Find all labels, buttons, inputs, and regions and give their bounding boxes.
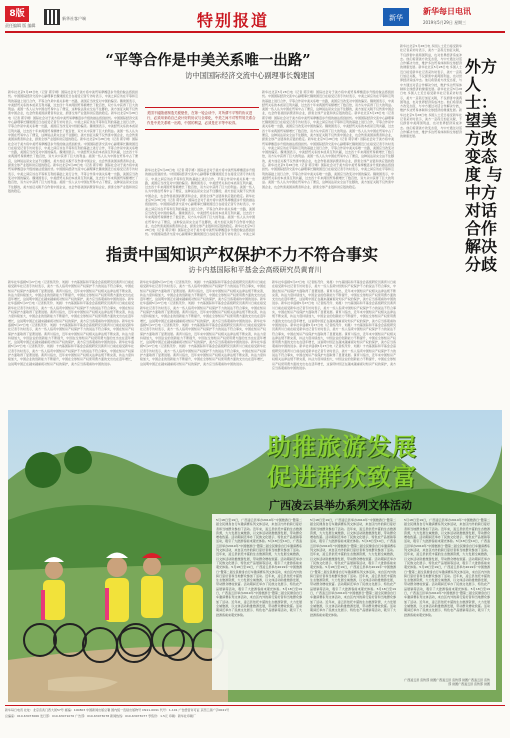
pull-quote: 美国不能随意制造关税壁垒，在第一轮会谈中，对所谓不平等的协议进行，必须用来给自己设计好的协议与全球化，中美之间不对等贸易关系合作是中美关系唯一出路，中国的利益，必须是在平等中取得。 bbox=[145, 107, 259, 130]
article-4-body-col1: 5月18日至19日，广西凌云县举办2019年“中国旅游日”暨第二届全民健身自行车邀请赛系列文体活动，来自区内外的骑行爱好者和当地群众参加了活动。近年来，凌云县依托丰富的生态旅游资源，大力发展全域旅游，以文体活动助推旅游发展，带动群众增收致富。活动期间还举办了民族文化展示、特色农产品展销等活动，吸引了大批游客前来观光体验。5月18日至19日，广西凌云县举办2019年“中国旅游日”暨第二届全民健身自行车邀请赛系列文体活动，来自区内外的骑行爱好者和当地群众参加了活动。近年来，凌云县依托丰富的生态旅游资源，大力发展全域旅游，以文体活动助推旅游发展，带动群众增收致富。活动期间还举办了民族文化展示、特色农产品展销等活动，吸引了大批游客前来观光体验。5月18日至19日，广西凌云县举办2019年“中国旅游日”暨第二届全民健身自行车邀请赛系列文体活动，来自区内外的骑行爱好者和当地群众参加了活动。近年来，凌云县依托丰富的生态旅游资源，大力发展全域旅游，以文体活动助推旅游发展，带动群众增收致富。活动期间还举办了民族文化展示、特色农产品展销等活动，吸引了大批游客前来观光体验。5月18日至19日，广西凌云县举办2019年“中国旅游日”暨第二届全民健身自行车邀请赛系列文体活动，来自区内外的骑行爱好者和当地群众参加了活动。近年来，凌云县依托丰富的生态旅游资源，大力发展全域旅游，以文体活动助推旅游发展，带动群众增收致富。活动期间还举办了民族文化展示、特色农产品展销等活动，吸引了大批游客前来观光体验。 bbox=[216, 518, 302, 617]
slogan-line-1: 助推旅游发展 bbox=[267, 432, 417, 461]
article-4-body-col3: 5月18日至19日，广西凌云县举办2019年“中国旅游日”暨第二届全民健身自行车邀请赛系列文体活动，来自区内外的骑行爱好者和当地群众参加了活动。近年来，凌云县依托丰富的生态旅游资源，大力发展全域旅游，以文体活动助推旅游发展，带动群众增收致富。活动期间还举办了民族文化展示、特色农产品展销等活动，吸引了大批游客前来观光体验。5月18日至19日，广西凌云县举办2019年“中国旅游日”暨第二届全民健身自行车邀请赛系列文体活动，来自区内外的骑行爱好者和当地群众参加了活动。近年来，凌云县依托丰富的生态旅游资源，大力发展全域旅游，以文体活动助推旅游发展，带动群众增收致富。活动期间还举办了民族文化展示、特色农产品展销等活动，吸引了大批游客前来观光体验。5月18日至19日，广西凌云县举办2019年“中国旅游日”暨第二届全民健身自行车邀请赛系列文体活动，来自区内外的骑行爱好者和当地群众参加了活动。近年来，凌云县依托丰富的生态旅游资源，大力发展全域旅游，以文体活动助推旅游发展，带动群众增收致富。活动期间还举办了民族文化展示、特色农产品展销等活动，吸引了大批游客前来观光体验。5月18日至19日，广西凌云县举办2019年“中国旅游日”暨第二届全民健身自行车邀请赛系列文体活动，来自区内外的骑行爱好者和当地群众参加了活动。近年来，凌云县依托丰富的生态旅游资源，大力发展全域旅游，以文体活动助推旅游发展，带动群众增收致富。活动期间还举办了民族文化展示、特色农产品展销等活动，吸引了大批游客前来观光体验。 bbox=[404, 518, 490, 617]
feature-slogan bbox=[221, 432, 463, 492]
footer-line-2: 总编室：010-63073066 发行部：010-63071076 广告部：010-63073078 新闻热线：010-63073077 零售价：1.5元 印刷：新华社印刷厂 bbox=[5, 714, 196, 718]
qr-code-icon bbox=[44, 9, 60, 25]
footer-line-1: 新华每日电讯 社址：北京宣武门西大街57号 邮编：100803 中国新闻出版总署 国内统一连续出版物号 CN11-0091 代号：1-101 广告经营许可证 京西工商广字0041号 bbox=[5, 708, 230, 712]
svg-text:新华: 新华 bbox=[389, 14, 403, 22]
slogan-line-2: 促进群众致富 bbox=[267, 462, 417, 491]
article-4-body-col2: 5月18日至19日，广西凌云县举办2019年“中国旅游日”暨第二届全民健身自行车邀请赛系列文体活动，来自区内外的骑行爱好者和当地群众参加了活动。近年来，凌云县依托丰富的生态旅游资源，大力发展全域旅游，以文体活动助推旅游发展，带动群众增收致富。活动期间还举办了民族文化展示、特色农产品展销等活动，吸引了大批游客前来观光体验。5月18日至19日，广西凌云县举办2019年“中国旅游日”暨第二届全民健身自行车邀请赛系列文体活动，来自区内外的骑行爱好者和当地群众参加了活动。近年来，凌云县依托丰富的生态旅游资源，大力发展全域旅游，以文体活动助推旅游发展，带动群众增收致富。活动期间还举办了民族文化展示、特色农产品展销等活动，吸引了大批游客前来观光体验。5月18日至19日，广西凌云县举办2019年“中国旅游日”暨第二届全民健身自行车邀请赛系列文体活动，来自区内外的骑行爱好者和当地群众参加了活动。近年来，凌云县依托丰富的生态旅游资源，大力发展全域旅游，以文体活动助推旅游发展，带动群众增收致富。活动期间还举办了民族文化展示、特色农产品展销等活动，吸引了大批游客前来观光体验。5月18日至19日，广西凌云县举办2019年“中国旅游日”暨第二届全民健身自行车邀请赛系列文体活动，来自区内外的骑行爱好者和当地群众参加了活动。近年来，凌云县依托丰富的生态旅游资源，大力发展全域旅游，以文体活动助推旅游发展，带动群众增收致富。活动期间还举办了民族文化展示、特色农产品展销等活动，吸引了大批游客前来观光体验。 bbox=[310, 518, 396, 617]
issue-date: 2019年5月29日 星期三 bbox=[423, 20, 467, 25]
newspaper-logo-icon bbox=[383, 8, 409, 26]
page-number: 8版 bbox=[5, 6, 29, 22]
section-title: 特别报道 bbox=[196, 11, 269, 30]
article-2-body: 新华社北京5月28日电 多国人士近日接受新华社记者采访时表示，美方一意孤行加征关税，不仅损害中美两国利益，也对世界经济造成冲击。他们希望美方改变态度，与中方通过对话合作解决分歧，维护多边贸易体制和全球经济的健康发展。新华社北京5月28日电 多国人士近日接受新华社记者采访时表示，美方一意孤行加征关税，不仅损害中美两国利益，也对世界经济造成冲击。他们希望美方改变态度，与中方通过对话合作解决分歧，维护多边贸易体制和全球经济的健康发展。新华社北京5月28日电 多国人士近日接受新华社记者采访时表示，美方一意孤行加征关税，不仅损害中美两国利益，也对世界经济造成冲击。他们希望美方改变态度，与中方通过对话合作解决分歧，维护多边贸易体制和全球经济的健康发展。新华社北京5月28日电 多国人士近日接受新华社记者采访时表示，美方一意孤行加征关税，不仅损害中美两国利益，也对世界经济造成冲击。他们希望美方改变态度，与中方通过对话合作解决分歧，维护多边贸易体制和全球经济的健康发展。 bbox=[400, 44, 462, 139]
article-1-body-col1: 新华社北京5月28日电（记者 郭宇靖）国际社会对于美方将中美贸易摩擦逐步升级的做法感到担忧。中国国际经济交流中心副理事长魏建国近日在接受记者专访时表示，中美之间应该在平等和互利的基础上进行合作，平等合作是中美关系唯一出路，美国应当改变对中国的偏见。魏建国表示，中美经贸关系的本质是互利共赢，过去四十年来两国贸易额增长了数百倍，双方从中获得了巨大的利益。美国一些人认为中国在贸易中占了便宜，这种说法是完全站不住脚的，美方加征关税不仅伤害中国企业，也会伤害美国消费者和企业，损害全球产业链和供应链的稳定。新华社北京5月28日电（记者 郭宇靖）国际社会对于美方将中美贸易摩擦逐步升级的做法感到担忧。中国国际经济交流中心副理事长魏建国近日在接受记者专访时表示，中美之间应该在平等和互利的基础上进行合作，平等合作是中美关系唯一出路，美国应当改变对中国的偏见。魏建国表示，中美经贸关系的本质是互利共赢，过去四十年来两国贸易额增长了数百倍，双方从中获得了巨大的利益。美国一些人认为中国在贸易中占了便宜，这种说法是完全站不住脚的，美方加征关税不仅伤害中国企业，也会伤害美国消费者和企业，损害全球产业链和供应链的稳定。新华社北京5月28日电（记者 郭宇靖）国际社会对于美方将中美贸易摩擦逐步升级的做法感到担忧。中国国际经济交流中心副理事长魏建国近日在接受记者专访时表示，中美之间应该在平等和互利的基础上进行合作，平等合作是中美关系唯一出路，美国应当改变对中国的偏见。魏建国表示，中美经贸关系的本质是互利共赢，过去四十年来两国贸易额增长了数百倍，双方从中获得了巨大的利益。美国一些人认为中国在贸易中占了便宜，这种说法是完全站不住脚的，美方加征关税不仅伤害中国企业，也会伤害美国消费者和企业，损害全球产业链和供应链的稳定。新华社北京5月28日电（记者 郭宇靖）国际社会对于美方将中美贸易摩擦逐步升级的做法感到担忧。中国国际经济交流中心副理事长魏建国近日在接受记者专访时表示，中美之间应该在平等和互利的基础上进行合作，平等合作是中美关系唯一出路，美国应当改变对中国的偏见。魏建国表示，中美经贸关系的本质是互利共赢，过去四十年来两国贸易额增长了数百倍，双方从中获得了巨大的利益。美国一些人认为中国在贸易中占了便宜，这种说法是完全站不住脚的，美方加征关税不仅伤害中国企业，也会伤害美国消费者和企业，损害全球产业链和供应链的稳定。 bbox=[8, 90, 138, 193]
article-3-body-col2: 新华社华盛顿5月27日电（记者熊茂伶、刘晨）卡内基国际和平基金会高级研究员黄育川日前在接受新华社记者专访时表示，美方一些人指责中国知识产权保护不力的说法不符合事实，中国在知识产权保护方面取得了显著进展。黄育川指出，近年来中国知识产权相关法律法规不断完善，执法力度持续加大，中国企业的创新能力不断提升，中国在全球知识产权使用费方面的支出也在逐年增长，这说明中国正在越来越重视对知识产权的保护，美方应当客观看待中国的进步。新华社华盛顿5月27日电（记者熊茂伶、刘晨）卡内基国际和平基金会高级研究员黄育川日前在接受新华社记者专访时表示，美方一些人指责中国知识产权保护不力的说法不符合事实，中国在知识产权保护方面取得了显著进展。黄育川指出，近年来中国知识产权相关法律法规不断完善，执法力度持续加大，中国企业的创新能力不断提升，中国在全球知识产权使用费方面的支出也在逐年增长，这说明中国正在越来越重视对知识产权的保护，美方应当客观看待中国的进步。新华社华盛顿5月27日电（记者熊茂伶、刘晨）卡内基国际和平基金会高级研究员黄育川日前在接受新华社记者专访时表示，美方一些人指责中国知识产权保护不力的说法不符合事实，中国在知识产权保护方面取得了显著进展。黄育川指出，近年来中国知识产权相关法律法规不断完善，执法力度持续加大，中国企业的创新能力不断提升，中国在全球知识产权使用费方面的支出也在逐年增长，这说明中国正在越来越重视对知识产权的保护，美方应当客观看待中国的进步。新华社华盛顿5月27日电（记者熊茂伶、刘晨）卡内基国际和平基金会高级研究员黄育川日前在接受新华社记者专访时表示，美方一些人指责中国知识产权保护不力的说法不符合事实，中国在知识产权保护方面取得了显著进展。黄育川指出，近年来中国知识产权相关法律法规不断完善，执法力度持续加大，中国企业的创新能力不断提升，中国在全球知识产权使用费方面的支出也在逐年增长，这说明中国正在越来越重视对知识产权的保护，美方应当客观看待中国的进步。 bbox=[140, 280, 266, 366]
subheadline-1: 访中国国际经济交流中心副理事长魏建国 bbox=[185, 71, 315, 80]
article-1-body-col3: 新华社北京5月28日电（记者 郭宇靖）国际社会对于美方将中美贸易摩擦逐步升级的做法感到担忧。中国国际经济交流中心副理事长魏建国近日在接受记者专访时表示，中美之间应该在平等和互利的基础上进行合作，平等合作是中美关系唯一出路，美国应当改变对中国的偏见。魏建国表示，中美经贸关系的本质是互利共赢，过去四十年来两国贸易额增长了数百倍，双方从中获得了巨大的利益。美国一些人认为中国在贸易中占了便宜，这种说法是完全站不住脚的，美方加征关税不仅伤害中国企业，也会伤害美国消费者和企业，损害全球产业链和供应链的稳定。新华社北京5月28日电（记者 郭宇靖）国际社会对于美方将中美贸易摩擦逐步升级的做法感到担忧。中国国际经济交流中心副理事长魏建国近日在接受记者专访时表示，中美之间应该在平等和互利的基础上进行合作，平等合作是中美关系唯一出路，美国应当改变对中国的偏见。魏建国表示，中美经贸关系的本质是互利共赢，过去四十年来两国贸易额增长了数百倍，双方从中获得了巨大的利益。美国一些人认为中国在贸易中占了便宜，这种说法是完全站不住脚的，美方加征关税不仅伤害中国企业，也会伤害美国消费者和企业，损害全球产业链和供应链的稳定。新华社北京5月28日电（记者 郭宇靖）国际社会对于美方将中美贸易摩擦逐步升级的做法感到担忧。中国国际经济交流中心副理事长魏建国近日在接受记者专访时表示，中美之间应该在平等和互利的基础上进行合作，平等合作是中美关系唯一出路，美国应当改变对中国的偏见。魏建国表示，中美经贸关系的本质是互利共赢，过去四十年来两国贸易额增长了数百倍，双方从中获得了巨大的利益。美国一些人认为中国在贸易中占了便宜，这种说法是完全站不住脚的，美方加征关税不仅伤害中国企业，也会伤害美国消费者和企业，损害全球产业链和供应链的稳定。新华社北京5月28日电（记者 郭宇靖）国际社会对于美方将中美贸易摩擦逐步升级的做法感到担忧。中国国际经济交流中心副理事长魏建国近日在接受记者专访时表示，中美之间应该在平等和互利的基础上进行合作，平等合作是中美关系唯一出路，美国应当改变对中国的偏见。魏建国表示，中美经贸关系的本质是互利共赢，过去四十年来两国贸易额增长了数百倍，双方从中获得了巨大的利益。美国一些人认为中国在贸易中占了便宜，这种说法是完全站不住脚的，美方加征关税不仅伤害中国企业，也会伤害美国消费者和企业，损害全球产业链和供应链的稳定。 bbox=[262, 90, 394, 189]
photo-credit: 广西凌云县 宣传部 供图广西凌云县 宣传部 供图广西凌云县 宣传部 供图广西凌云县 宣传部 供图 bbox=[404, 678, 490, 686]
subheadline-3: 访卡内基国际和平基金会高级研究员黄育川 bbox=[188, 266, 322, 274]
headline-1: “平等合作是中美关系唯一出路” bbox=[105, 52, 311, 69]
article-1-body-col2: 新华社北京5月28日电（记者 郭宇靖）国际社会对于美方将中美贸易摩擦逐步升级的做法感到担忧。中国国际经济交流中心副理事长魏建国近日在接受记者专访时表示，中美之间应该在平等和互利的基础上进行合作，平等合作是中美关系唯一出路，美国应当改变对中国的偏见。魏建国表示，中美经贸关系的本质是互利共赢，过去四十年来两国贸易额增长了数百倍，双方从中获得了巨大的利益。美国一些人认为中国在贸易中占了便宜，这种说法是完全站不住脚的，美方加征关税不仅伤害中国企业，也会伤害美国消费者和企业，损害全球产业链和供应链的稳定。新华社北京5月28日电（记者 郭宇靖）国际社会对于美方将中美贸易摩擦逐步升级的做法感到担忧。中国国际经济交流中心副理事长魏建国近日在接受记者专访时表示，中美之间应该在平等和互利的基础上进行合作，平等合作是中美关系唯一出路，美国应当改变对中国的偏见。魏建国表示，中美经贸关系的本质是互利共赢，过去四十年来两国贸易额增长了数百倍，双方从中获得了巨大的利益。美国一些人认为中国在贸易中占了便宜，这种说法是完全站不住脚的，美方加征关税不仅伤害中国企业，也会伤害美国消费者和企业，损害全球产业链和供应链的稳定。新华社北京5月28日电（记者 郭宇靖）国际社会对于美方将中美贸易摩擦逐步升级的做法感到担忧。中国国际经济交流中心副理事长魏建国近日在接受记者专访时表示，中美之间 bbox=[145, 168, 255, 236]
footer-rule bbox=[5, 705, 505, 706]
article-3-body-col1: 新华社华盛顿5月27日电（记者熊茂伶、刘晨）卡内基国际和平基金会高级研究员黄育川日前在接受新华社记者专访时表示，美方一些人指责中国知识产权保护不力的说法不符合事实，中国在知识产权保护方面取得了显著进展。黄育川指出，近年来中国知识产权相关法律法规不断完善，执法力度持续加大，中国企业的创新能力不断提升，中国在全球知识产权使用费方面的支出也在逐年增长，这说明中国正在越来越重视对知识产权的保护，美方应当客观看待中国的进步。新华社华盛顿5月27日电（记者熊茂伶、刘晨）卡内基国际和平基金会高级研究员黄育川日前在接受新华社记者专访时表示，美方一些人指责中国知识产权保护不力的说法不符合事实，中国在知识产权保护方面取得了显著进展。黄育川指出，近年来中国知识产权相关法律法规不断完善，执法力度持续加大，中国企业的创新能力不断提升，中国在全球知识产权使用费方面的支出也在逐年增长，这说明中国正在越来越重视对知识产权的保护，美方应当客观看待中国的进步。新华社华盛顿5月27日电（记者熊茂伶、刘晨）卡内基国际和平基金会高级研究员黄育川日前在接受新华社记者专访时表示，美方一些人指责中国知识产权保护不力的说法不符合事实，中国在知识产权保护方面取得了显著进展。黄育川指出，近年来中国知识产权相关法律法规不断完善，执法力度持续加大，中国企业的创新能力不断提升，中国在全球知识产权使用费方面的支出也在逐年增长，这说明中国正在越来越重视对知识产权的保护，美方应当客观看待中国的进步。新华社华盛顿5月27日电（记者熊茂伶、刘晨）卡内基国际和平基金会高级研究员黄育川日前在接受新华社记者专访时表示，美方一些人指责中国知识产权保护不力的说法不符合事实，中国在知识产权保护方面取得了显著进展。黄育川指出，近年来中国知识产权相关法律法规不断完善，执法力度持续加大，中国企业的创新能力不断提升，中国在全球知识产权使用费方面的支出也在逐年增长，这说明中国正在越来越重视对知识产权的保护，美方应当客观看待中国的进步。 bbox=[8, 280, 134, 366]
masthead bbox=[423, 6, 505, 28]
brand-name: 新华每日电讯 bbox=[423, 7, 471, 16]
header-rule bbox=[5, 31, 505, 33]
article-3-body-col3: 新华社华盛顿5月27日电（记者熊茂伶、刘晨）卡内基国际和平基金会高级研究员黄育川日前在接受新华社记者专访时表示，美方一些人指责中国知识产权保护不力的说法不符合事实，中国在知识产权保护方面取得了显著进展。黄育川指出，近年来中国知识产权相关法律法规不断完善，执法力度持续加大，中国企业的创新能力不断提升，中国在全球知识产权使用费方面的支出也在逐年增长，这说明中国正在越来越重视对知识产权的保护，美方应当客观看待中国的进步。新华社华盛顿5月27日电（记者熊茂伶、刘晨）卡内基国际和平基金会高级研究员黄育川日前在接受新华社记者专访时表示，美方一些人指责中国知识产权保护不力的说法不符合事实，中国在知识产权保护方面取得了显著进展。黄育川指出，近年来中国知识产权相关法律法规不断完善，执法力度持续加大，中国企业的创新能力不断提升，中国在全球知识产权使用费方面的支出也在逐年增长，这说明中国正在越来越重视对知识产权的保护，美方应当客观看待中国的进步。新华社华盛顿5月27日电（记者熊茂伶、刘晨）卡内基国际和平基金会高级研究员黄育川日前在接受新华社记者专访时表示，美方一些人指责中国知识产权保护不力的说法不符合事实，中国在知识产权保护方面取得了显著进展。黄育川指出，近年来中国知识产权相关法律法规不断完善，执法力度持续加大，中国企业的创新能力不断提升，中国在全球知识产权使用费方面的支出也在逐年增长，这说明中国正在越来越重视对知识产权的保护，美方应当客观看待中国的进步。新华社华盛顿5月27日电（记者熊茂伶、刘晨）卡内基国际和平基金会高级研究员黄育川日前在接受新华社记者专访时表示，美方一些人指责中国知识产权保护不力的说法不符合事实，中国在知识产权保护方面取得了显著进展。黄育川指出，近年来中国知识产权相关法律法规不断完善，执法力度持续加大，中国企业的创新能力不断提升，中国在全球知识产权使用费方面的支出也在逐年增长，这说明中国正在越来越重视对知识产权的保护，美方应当客观看待中国的进步。 bbox=[272, 280, 396, 370]
headline-3: 指责中国知识产权保护不力不符合事实 bbox=[105, 245, 378, 264]
article-4-text-panel bbox=[212, 514, 496, 690]
edition-info: 责任编辑 版 编辑 bbox=[5, 23, 36, 28]
app-label: 新华社客户端 bbox=[62, 16, 86, 21]
headline-4: 广西凌云县举办系列文体活动 bbox=[269, 499, 412, 512]
headline-2: 外方人士：望美方改变态度 与中方对话合作解决分歧 bbox=[465, 57, 503, 274]
